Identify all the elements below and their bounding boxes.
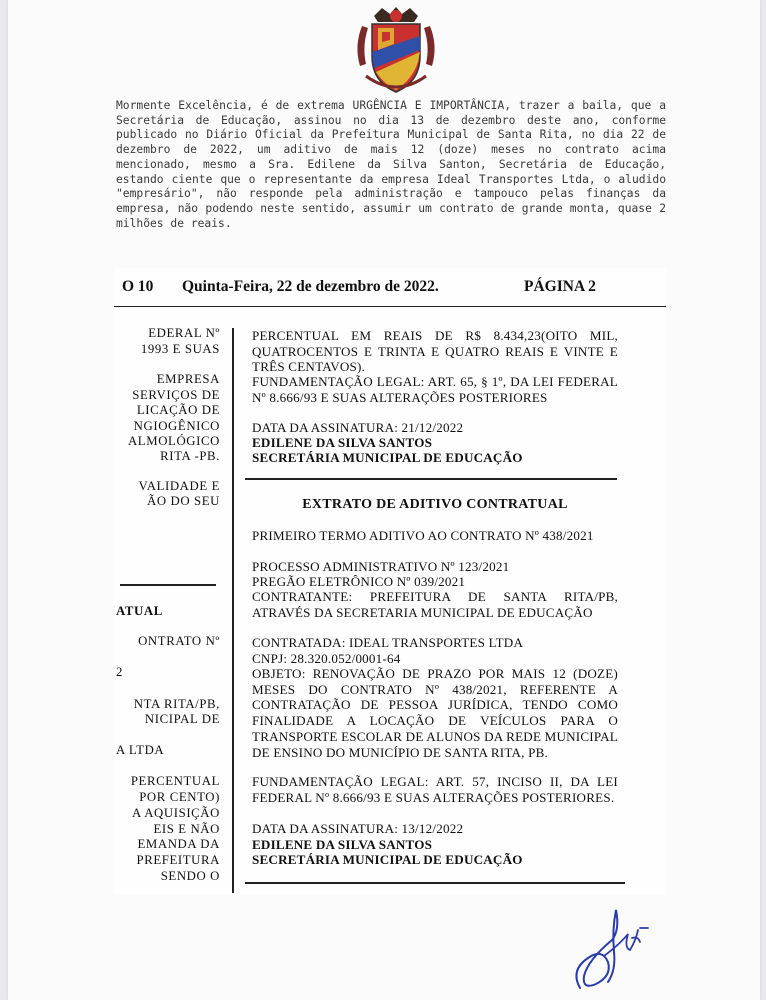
first-extract-signatory: EDILENE DA SILVA SANTOS — [252, 435, 433, 450]
left-line: ATUAL — [116, 604, 163, 618]
left-line: EDERAL Nº — [148, 326, 220, 340]
left-line: EIS E NÃO — [153, 822, 220, 836]
left-line: ALMOLÓGICO — [127, 434, 220, 448]
left-line: NTA RITA/PB, — [133, 697, 220, 711]
extract-processo: PROCESSO ADMINISTRATIVO Nº 123/2021 — [252, 559, 510, 574]
extract-office: SECRETÁRIA MUNICIPAL DE EDUCAÇÃO — [252, 852, 523, 867]
extract-termo: PRIMEIRO TERMO ADITIVO AO CONTRATO Nº 438/2021 — [252, 528, 594, 543]
left-line: NICIPAL DE — [144, 712, 220, 726]
left-line: SERVIÇOS DE — [132, 388, 220, 402]
left-line: EMPRESA — [156, 372, 220, 386]
left-line: 2 — [116, 665, 123, 679]
left-line: POR CENTO) — [139, 790, 220, 804]
left-line: PREFEITURA — [136, 853, 220, 867]
column-divider — [232, 328, 234, 893]
page-number: PÁGINA 2 — [524, 278, 596, 295]
intro-paragraph: Mormente Excelência, é de extrema URGÊNCIA E IMPORTÂNCIA, trazer a baila, que a Secretária de Educação, assinou no dia 13 de dezembro deste ano, conforme publicado no Diário Oficial da Prefeitura Municipal de Santa Rita, no dia 22 de dezembro de 2022, um aditivo de mais 12 (doze) meses no contrato acima mencionado, mesmo a Sra. Edilene da Silva Santon, Secretária de Educação, estando ciente que o representante da empresa Ideal Transportes Ltda, o aludido "empresário", não responde pela administração e tampouco pelas finanças da empresa, não podendo neste sentido, assumir um contrato de grande monta, quase 2 milhões de reais. — [116, 99, 666, 230]
handwritten-signature-icon — [568, 900, 658, 995]
extract-contratante: CONTRATANTE: PREFEITURA DE SANTA RITA/PB, ATRAVÉS DA SECRETARIA MUNICIPAL DE EDUCAÇÃO — [252, 589, 618, 620]
extract-pregao: PREGÃO ELETRÔNICO Nº 039/2021 — [252, 574, 466, 589]
edition-number: O 10 — [122, 278, 154, 295]
extract-fundamentacao: FUNDAMENTAÇÃO LEGAL: ART. 57, INCISO II, DA LEI FEDERAL Nº 8.666/93 E SUAS ALTERAÇÕES POSTERIORES. — [252, 774, 618, 805]
left-rule — [120, 584, 216, 586]
extract-signing-date: DATA DA ASSINATURA: 13/12/2022 — [252, 821, 464, 836]
municipal-crest-icon — [352, 6, 440, 96]
first-extract-fundamentacao: FUNDAMENTAÇÃO LEGAL: ART. 65, § 1º, DA LEI FEDERAL Nº 8.666/93 E SUAS ALTERAÇÕES POSTERIORES — [252, 374, 618, 405]
left-line: ONTRATO Nº — [138, 634, 220, 648]
first-extract-office: SECRETÁRIA MUNICIPAL DE EDUCAÇÃO — [252, 450, 523, 465]
document-page — [8, 0, 760, 1000]
left-line: ÃO DO SEU — [147, 494, 220, 508]
left-line: RITA -PB. — [160, 449, 220, 463]
extract-objeto: OBJETO: RENOVAÇÃO DE PRAZO POR MAIS 12 (DOZE) MESES DO CONTRATO Nº 438/2021, REFERENTE A CONTRATAÇÃO DE PESSOA JURÍDICA, TENDO COMO FINALIDADE A LOCAÇÃO DE VEÍCULOS PARA O TRANSPORTE ESCOLAR DE ALUNOS DA REDE MUNICIPAL DE ENSINO DO MUNICÍPIO DE SANTA RITA, PB. — [252, 666, 618, 760]
left-line: SENDO O — [160, 869, 220, 883]
extract-title: EXTRATO DE ADITIVO CONTRATUAL — [302, 497, 568, 512]
left-column-fragment — [114, 268, 220, 895]
first-extract-percentual: PERCENTUAL EM REAIS DE R$ 8.434,23(OITO MIL, QUATROCENTOS E TRINTA E QUATRO REAIS E VINTE E TRÊS CENTAVOS). — [252, 328, 618, 375]
section-rule-top — [245, 478, 617, 480]
left-line: A AQUISIÇÃO — [131, 806, 220, 820]
left-line: A LTDA — [116, 743, 165, 757]
left-line: VALIDADE E — [138, 479, 220, 493]
edition-date: Quinta-Feira, 22 de dezembro de 2022. — [182, 278, 439, 295]
left-line: LICAÇÃO DE — [136, 403, 220, 417]
extract-contratada: CONTRATADA: IDEAL TRANSPORTES LTDA — [252, 635, 524, 650]
first-extract-signing-date: DATA DA ASSINATURA: 21/12/2022 — [252, 420, 464, 435]
left-line: PERCENTUAL — [130, 774, 220, 788]
extract-cnpj: CNPJ: 28.320.052/0001-64 — [252, 651, 401, 666]
left-line: 1993 E SUAS — [140, 342, 220, 356]
gazette-clipping — [114, 268, 666, 895]
extract-signatory: EDILENE DA SILVA SANTOS — [252, 837, 433, 852]
left-line: NGIOGÊNICO — [133, 419, 220, 433]
left-line: EMANDA DA — [137, 837, 220, 851]
section-rule-bottom — [245, 882, 625, 884]
